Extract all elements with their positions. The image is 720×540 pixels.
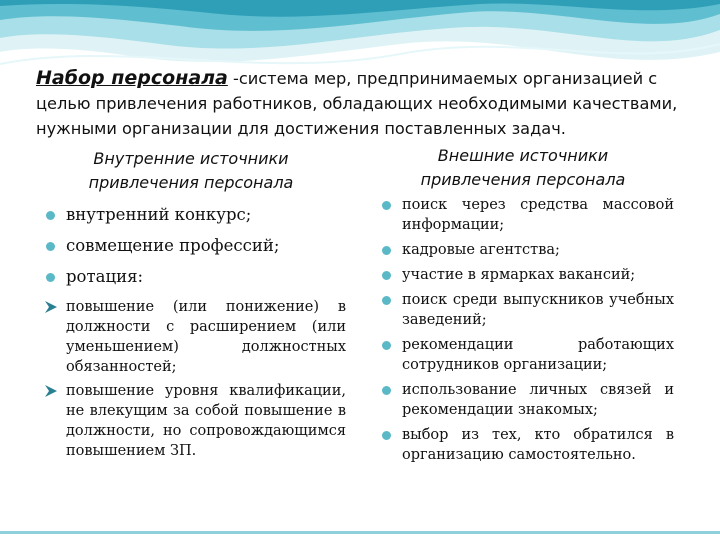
list-item-text: повышение уровня квалификации, не влекущим за собой повышение в должности, но сопровождающимся повышением ЗП. [66, 383, 346, 459]
bullet-dot-icon [382, 386, 391, 395]
list-item-text: кадровые агентства; [402, 242, 560, 258]
bullet-dot-icon [382, 201, 391, 210]
bullet-dot-icon [46, 211, 55, 220]
list-item-text: ротация: [66, 267, 144, 286]
list-item-text: выбор из тех, кто обратился в организацию самостоятельно. [402, 427, 674, 463]
external-heading-line1: Внешние источники [437, 146, 609, 165]
list-item-text: использование личных связей и рекомендации знакомых; [402, 382, 674, 418]
list-item-text: участие в ярмарках вакансий; [402, 267, 636, 283]
internal-heading-line2: привлечения персонала [88, 173, 294, 192]
list-item-text: внутренний конкурс; [66, 205, 252, 224]
bullet-dot-icon [46, 242, 55, 251]
list-item [372, 380, 674, 420]
list-item [372, 195, 674, 235]
slide-content [36, 66, 688, 463]
list-item [36, 204, 346, 226]
list-item [36, 235, 346, 257]
list-item [372, 335, 674, 375]
external-sources-column [372, 144, 674, 465]
list-item [372, 265, 674, 285]
definition-text: -система мер, предпринимаемых организацией с целью привлечения работников, обладающих необходимыми качествами, нужными организации для достижения поставленных задач. [36, 69, 678, 138]
internal-sources-column [36, 144, 346, 461]
bullet-dot-icon [382, 431, 391, 440]
external-bullet-list [372, 195, 674, 465]
list-item-text: совмещение профессий; [66, 236, 280, 255]
list-item [36, 297, 346, 377]
arrow-bullet-icon [44, 384, 58, 398]
list-item-text: поиск среди выпускников учебных заведений; [402, 292, 674, 328]
arrow-bullet-icon [44, 300, 58, 314]
external-heading-line2: привлечения персонала [420, 170, 626, 189]
internal-heading-line1: Внутренние источники [93, 149, 289, 168]
list-item [372, 425, 674, 465]
bullet-dot-icon [382, 246, 391, 255]
bullet-dot-icon [46, 273, 55, 282]
bullet-dot-icon [382, 271, 391, 280]
list-item [36, 266, 346, 288]
external-sources-heading [372, 144, 674, 192]
internal-bullet-list [36, 204, 346, 288]
bullet-dot-icon [382, 341, 391, 350]
list-item-text: повышение (или понижение) в должности с расширением (или уменьшением) должностных обязанностей; [66, 299, 346, 375]
footer-divider [0, 531, 720, 534]
title-term: Набор персонала [36, 67, 228, 89]
list-item [36, 381, 346, 461]
list-item-text: рекомендации работающих сотрудников организации; [402, 337, 674, 373]
definition-paragraph [36, 66, 688, 141]
internal-arrow-list [36, 297, 346, 461]
list-item [372, 290, 674, 330]
bullet-dot-icon [382, 296, 391, 305]
internal-sources-heading [36, 144, 346, 195]
list-item-text: поиск через средства массовой информации; [402, 197, 674, 233]
list-item [372, 240, 674, 260]
